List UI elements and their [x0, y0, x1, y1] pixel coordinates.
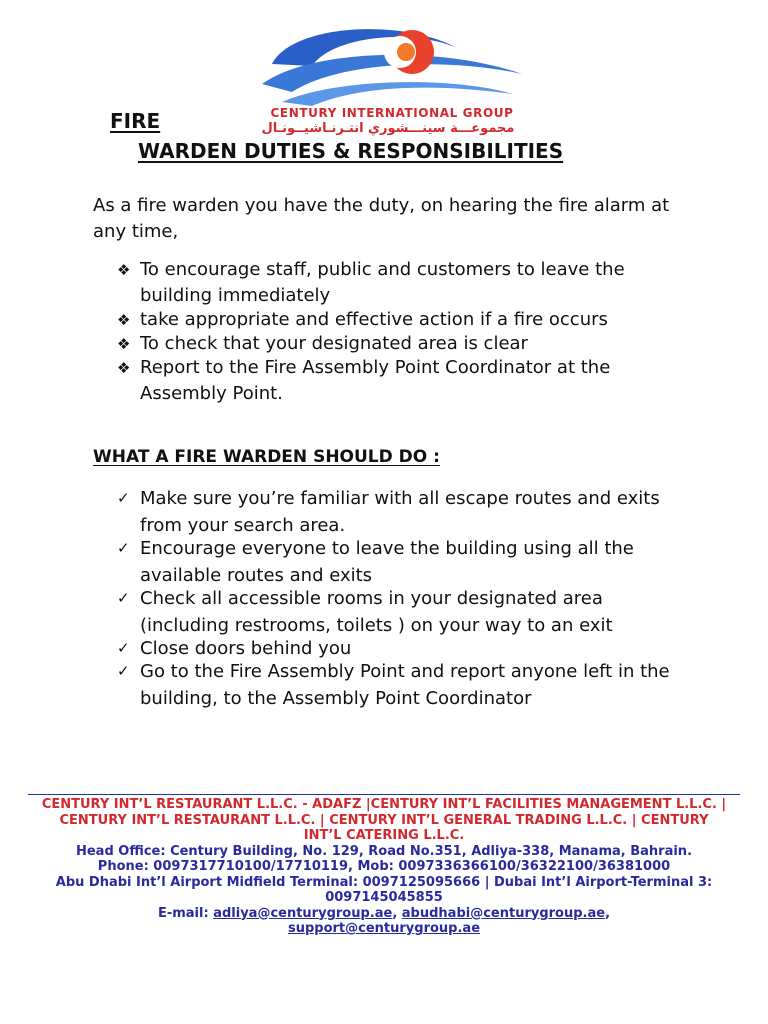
footer-phone: Phone: 0097317710100/17710119, Mob: 0097336366100/36322100/36381000 — [97, 859, 671, 874]
duty-text: take appropriate and effective action if a fire occurs — [140, 309, 608, 330]
action-text: Check all accessible rooms in your designated area (including restrooms, toilets ) on your way to an exit — [140, 588, 613, 636]
footer-divider — [28, 794, 740, 795]
list-item — [117, 355, 697, 407]
list-item — [117, 585, 697, 639]
list-item — [117, 331, 697, 357]
footer-head-office: Head Office: Century Building, No. 129, Road No.351, Adliya-338, Manama, Bahrain. — [75, 843, 693, 859]
diamond-bullet-icon: ❖ — [117, 335, 131, 353]
page-title-line1: FIRE — [110, 109, 161, 133]
footer-emails: E-mail: adliya@centurygroup.ae, abudhabi@centurygroup.ae, support@centurygroup.ae — [157, 905, 611, 936]
list-item — [117, 485, 697, 539]
section-title: WHAT A FIRE WARDEN SHOULD DO : — [93, 447, 440, 467]
footer-companies-2: CENTURY INT’L RESTAURANT L.L.C. | CENTURY INT’L GENERAL TRADING L.L.C. | CENTURY INT’L CATERING L.L.C. — [59, 812, 709, 843]
diamond-bullet-icon: ❖ — [117, 311, 131, 329]
intro-paragraph: As a fire warden you have the duty, on hearing the fire alarm at any time, — [93, 195, 670, 242]
checkmark-icon: ✓ — [117, 539, 130, 557]
duty-text: To check that your designated area is clear — [140, 333, 528, 354]
checkmark-icon: ✓ — [117, 589, 130, 607]
logo-company-name: CENTURY INTERNATIONAL GROUP — [270, 106, 514, 120]
checkmark-icon: ✓ — [117, 489, 130, 507]
footer-terminals: Abu Dhabi Int’l Airport Midfield Terminal: 0097125095666 | Dubai Int’l Airport-Terminal 3: 0097145045855 — [55, 874, 713, 905]
list-item — [117, 535, 697, 589]
action-text: Make sure you’re familiar with all escape routes and exits from your search area. — [140, 488, 660, 536]
action-text: Encourage everyone to leave the building using all the available routes and exits — [140, 538, 634, 586]
actions-list — [117, 485, 697, 708]
footer — [40, 797, 728, 937]
email-label: E-mail: — [157, 905, 209, 921]
diamond-bullet-icon: ❖ — [117, 359, 131, 377]
logo-company-name-arabic: مجموعـــة سينـــشوري انتـرنـاشيــونـال — [261, 121, 515, 136]
footer-companies-1: CENTURY INT’L RESTAURANT L.L.C. - ADAFZ |CENTURY INT’L FACILITIES MANAGEMENT L.L.C. | — [41, 797, 727, 812]
diamond-bullet-icon: ❖ — [117, 261, 131, 279]
email-link-adliya[interactable]: adliya@centurygroup.ae — [213, 905, 393, 921]
duty-text: To encourage staff, public and customers to leave the building immediately — [140, 259, 625, 306]
email-link-abudhabi[interactable]: abudhabi@centurygroup.ae — [401, 905, 606, 921]
list-item — [117, 307, 697, 333]
action-text: Go to the Fire Assembly Point and report anyone left in the building, to the Assembly Point Coordinator — [140, 661, 670, 709]
company-logo — [212, 18, 568, 140]
checkmark-icon: ✓ — [117, 639, 130, 657]
list-item — [117, 658, 697, 712]
page-title-line2: WARDEN DUTIES & RESPONSIBILITIES — [138, 139, 564, 163]
action-text: Close doors behind you — [140, 638, 352, 659]
email-link-support[interactable]: support@centurygroup.ae — [287, 921, 481, 936]
duty-text: Report to the Fire Assembly Point Coordinator at the Assembly Point. — [140, 357, 611, 404]
duties-list — [117, 257, 697, 405]
list-item — [117, 257, 697, 309]
logo-swoosh-icon — [252, 18, 532, 108]
checkmark-icon: ✓ — [117, 662, 130, 680]
